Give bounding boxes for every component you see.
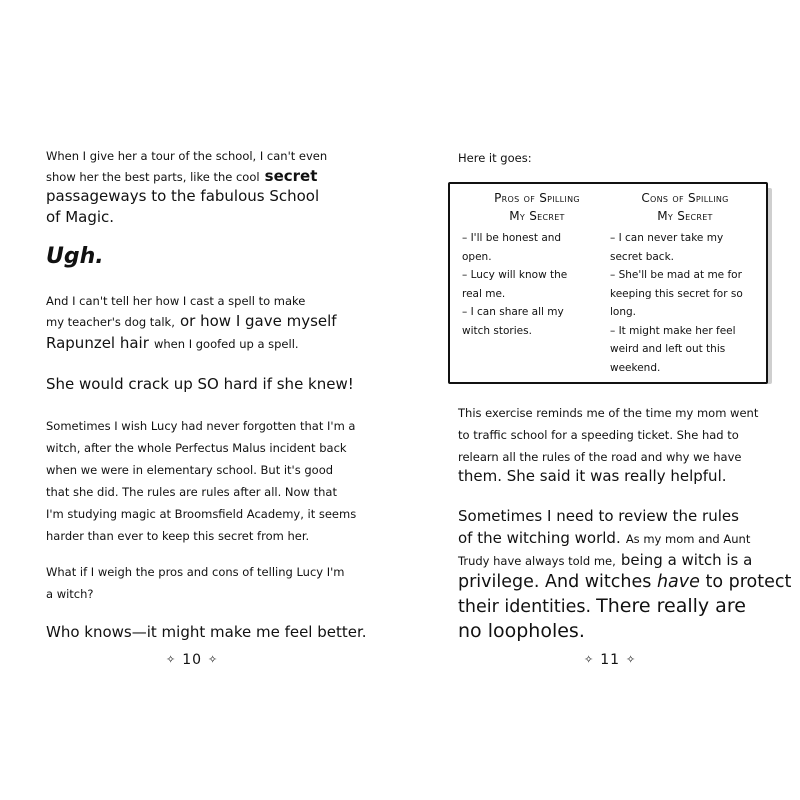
body-line: And I can't tell her how I cast a spell to make [46,294,306,308]
right-page [400,0,800,800]
emphasis-rapunzel: Rapunzel hair [46,334,149,352]
body-line: Here it goes: [458,151,532,165]
body-line: Rapunzel hair when I goofed up a spell. [46,334,299,352]
pros-cons-table [448,182,778,390]
body-line: This exercise reminds me of the time my mom went [458,406,759,420]
cons-column [610,189,760,377]
emphasis-have: have [656,572,700,592]
body-line: Sometimes I wish Lucy had never forgotten that I'm a [46,419,356,433]
body-line-xlarge: no loopholes. [458,620,585,642]
body-line-xlarge: privilege. And witches have to protect [458,572,792,592]
body-line-xlarge: their identities. There really are [458,595,746,617]
body-line: of the witching world. As my mom and Aunt [458,529,751,547]
body-line: Trudy have always told me, being a witch is a [458,551,753,569]
list-item: – I'll be honest and [462,232,562,244]
body-line: What if I weigh the pros and cons of telling Lucy I'm [46,565,345,579]
pros-cons-box [448,182,768,384]
list-item: – It might make her feel [610,324,736,337]
body-line: When I give her a tour of the school, I can't even [46,149,328,163]
list-item: – I can never take my [610,232,724,244]
body-line: that she did. The rules are rules after all. Now that [46,485,337,499]
body-line-large: Sometimes I need to review the rules [458,507,739,525]
star-ornament-icon: ✧ [208,653,219,666]
star-ornament-icon: ✧ [626,653,637,666]
exclamation-ugh: Ugh. [46,244,104,269]
list-item: keeping this secret for so [610,287,743,300]
emphasis-secret: secret [264,167,318,185]
list-item: – She'll be mad at me for [610,269,742,281]
list-item: long. [610,306,636,318]
page-number: ✧ 10 ✧ [166,652,219,668]
pros-heading: Pros of Spilling My Secret [494,191,580,223]
body-line-large: of Magic. [46,208,115,226]
page-number: ✧ 11 ✧ [584,652,637,668]
body-line: I'm studying magic at Broomsfield Academy, it seems [46,507,357,521]
body-line: harder than ever to keep this secret from her. [46,529,310,543]
list-item: weekend. [610,361,661,374]
body-line: when we were in elementary school. But it's good [46,463,334,477]
body-line-large: She would crack up SO hard if she knew! [46,375,354,393]
body-line: witch, after the whole Perfectus Malus incident back [46,441,347,455]
body-line-large: passageways to the fabulous School [46,187,320,205]
body-line-large: Who knows—it might make me feel better. [46,623,367,641]
list-item: real me. [462,287,506,300]
cons-heading: Cons of Spilling My Secret [641,191,729,223]
list-item: witch stories. [462,324,532,337]
list-item: weird and left out this [610,343,726,355]
list-item: – I can share all my [462,306,564,318]
list-item: – Lucy will know the [462,269,568,281]
body-line-large: them. She said it was really helpful. [458,467,727,485]
body-line: to traffic school for a speeding ticket. She had to [458,428,739,442]
body-line: a witch? [46,587,94,601]
star-ornament-icon: ✧ [584,653,595,666]
pros-column [462,189,612,340]
body-line: my teacher's dog talk, or how I gave myself [46,312,337,330]
star-ornament-icon: ✧ [166,653,177,666]
body-line: show her the best parts, like the cool secret [46,167,318,185]
list-item: secret back. [610,250,674,263]
body-line: relearn all the rules of the road and why we have [458,450,742,464]
list-item: open. [462,250,492,263]
